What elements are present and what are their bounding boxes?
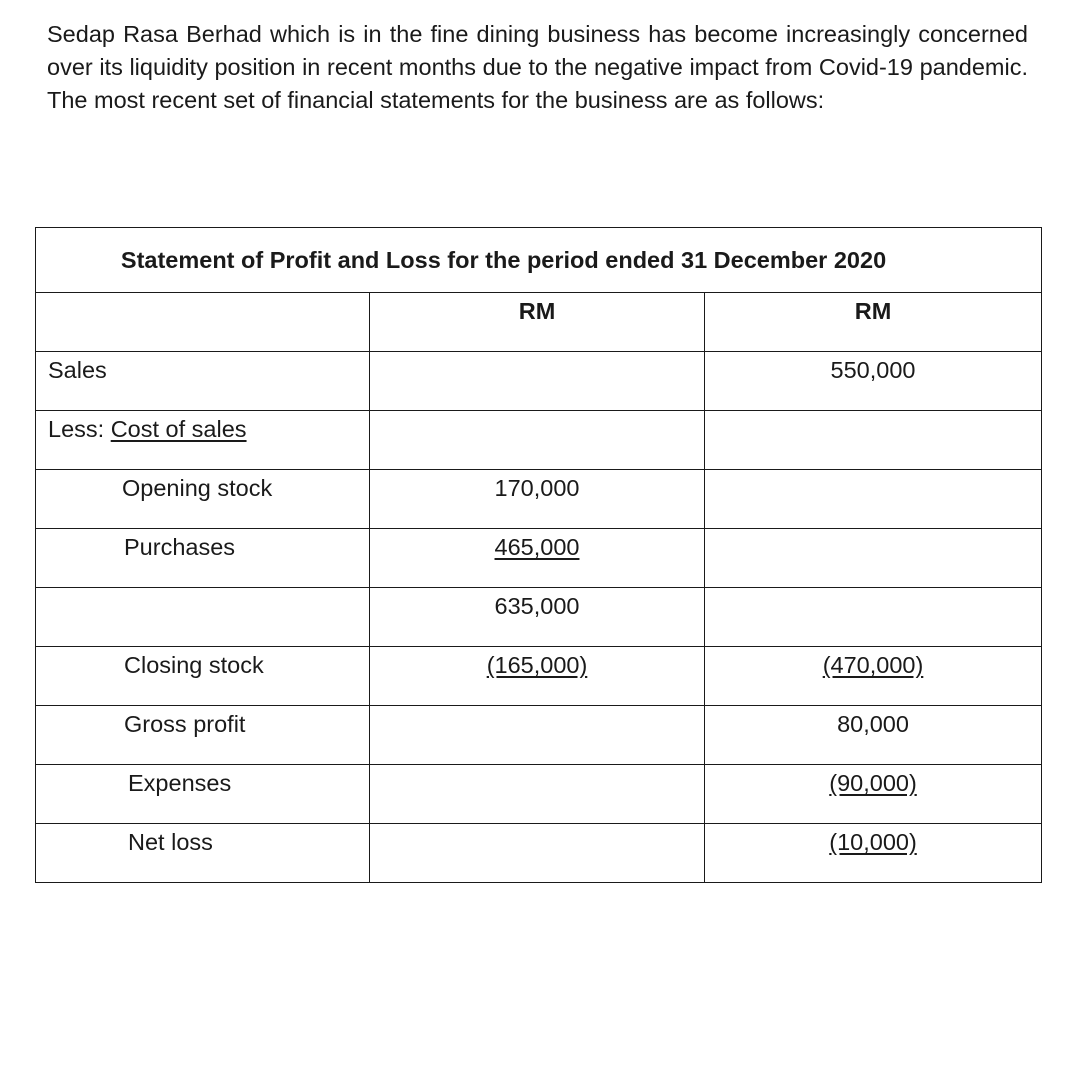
table-row [36, 352, 1042, 411]
table-row [36, 529, 1042, 588]
value-cell [370, 588, 705, 647]
table-row [36, 588, 1042, 647]
value-cell [705, 352, 1042, 411]
value-cell [705, 647, 1042, 706]
value-cell [705, 706, 1042, 765]
closing-stock-label: Closing stock [124, 652, 264, 678]
profit-loss-table [35, 227, 1042, 883]
purchases-value: 465,000 [494, 534, 580, 560]
value-cell [705, 529, 1042, 588]
purchases-value-wrap [370, 529, 704, 561]
subtotal-value: 635,000 [494, 593, 580, 619]
opening-stock-label: Opening stock [122, 475, 273, 501]
value-cell [705, 824, 1042, 883]
table-row [36, 647, 1042, 706]
gross-profit-label: Gross profit [124, 711, 246, 737]
column-header-rm-1: RM [518, 298, 556, 324]
gross-profit-value: 80,000 [837, 711, 909, 737]
label-cell [36, 706, 370, 765]
table-title-row [36, 228, 1042, 293]
label-cell [36, 352, 370, 411]
cost-of-sales-total-wrap [705, 647, 1041, 679]
label-cell [36, 824, 370, 883]
header-blank-cell [36, 293, 370, 352]
sales-label: Sales [48, 357, 107, 383]
table-row [36, 765, 1042, 824]
value-cell [370, 352, 705, 411]
value-cell [705, 470, 1042, 529]
value-cell [705, 411, 1042, 470]
table-title-cell [36, 228, 1042, 293]
expenses-value: (90,000) [829, 770, 917, 796]
expenses-label: Expenses [128, 770, 232, 796]
header-cell-1 [370, 293, 705, 352]
less-prefix: Less: [48, 416, 111, 442]
label-cell [36, 470, 370, 529]
table-row [36, 411, 1042, 470]
value-cell [705, 588, 1042, 647]
label-cell [36, 588, 370, 647]
value-cell [370, 824, 705, 883]
label-cell [36, 529, 370, 588]
value-cell [370, 706, 705, 765]
expenses-value-wrap [705, 765, 1041, 797]
sales-value: 550,000 [830, 357, 916, 383]
value-cell [370, 765, 705, 824]
table-row [36, 470, 1042, 529]
net-loss-label: Net loss [128, 829, 213, 855]
header-cell-2 [705, 293, 1042, 352]
table-row [36, 824, 1042, 883]
value-cell [370, 411, 705, 470]
value-cell [370, 470, 705, 529]
table-row [36, 706, 1042, 765]
cost-of-sales-total: (470,000) [822, 652, 924, 678]
value-cell [705, 765, 1042, 824]
value-cell [370, 529, 705, 588]
table-header-row [36, 293, 1042, 352]
closing-stock-value-wrap [370, 647, 704, 679]
closing-stock-value: (165,000) [486, 652, 588, 678]
label-cell [36, 647, 370, 706]
column-header-rm-2: RM [854, 298, 892, 324]
intro-paragraph: Sedap Rasa Berhad which is in the fine dining business has become increasingly concerned over its liquidity position in recent months due to the negative impact from Covid-19 pandemic. The most recent set of financial statements for the business are as follows: [47, 21, 1028, 113]
net-loss-value: (10,000) [829, 829, 917, 855]
cost-of-sales-heading [36, 411, 369, 443]
cost-of-sales-label: Cost of sales [110, 416, 247, 442]
value-cell [370, 647, 705, 706]
purchases-label: Purchases [124, 534, 236, 560]
label-cell [36, 411, 370, 470]
label-cell [36, 765, 370, 824]
opening-stock-value: 170,000 [494, 475, 580, 501]
net-loss-value-wrap [705, 824, 1041, 856]
statement-title: Statement of Profit and Loss for the period ended 31 December 2020 [120, 246, 887, 273]
